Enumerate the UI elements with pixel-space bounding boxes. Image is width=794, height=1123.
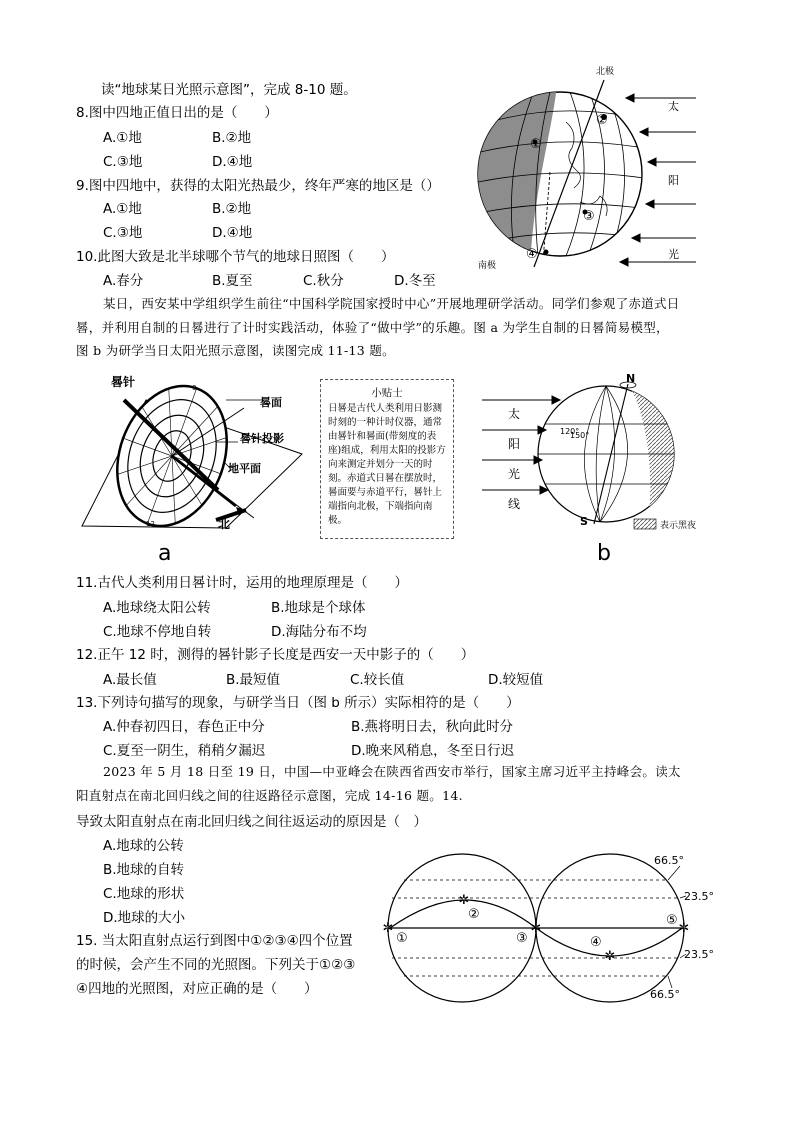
q14-stem: 导致太阳直射点在南北回归线之间往返运动的原因是（ ） — [76, 814, 427, 830]
legend-swatch — [634, 519, 656, 529]
q10-stem: 10.此图大致是北半球哪个节气的地球日照图（ ） — [76, 249, 395, 265]
gnomon-label: 晷针 — [111, 375, 136, 389]
q9-stem: 9.图中四地中，获得的太阳光热最少，终年严寒的地区是（） — [76, 178, 440, 194]
intro-14-16-line1: 2023 年 5 月 18 日至 19 日，中国—中亚峰会在陕西省西安市举行，国家主席习近平主持峰会。读太 — [103, 764, 681, 779]
legend-text: 表示黑夜 — [660, 521, 697, 531]
position-4: ④ — [590, 935, 602, 950]
yang-char: 阳 — [668, 174, 679, 187]
q14-option-b[interactable]: B.地球的自转 — [103, 862, 185, 878]
line-char-b: 线 — [508, 497, 521, 511]
north-pole-label: 北极 — [596, 67, 615, 77]
light-char-b: 光 — [508, 467, 521, 481]
sun-marker-1: ✲ — [382, 921, 394, 936]
light-char: 光 — [668, 248, 679, 261]
intro-11-13-line2: 晷，并利用自制的日晷进行了计时实践活动，体验了“做中学”的乐趣。图 a 为学生自制的日晷简易模型， — [76, 320, 669, 335]
point-4: ④ — [526, 247, 538, 262]
q9-option-c[interactable]: C.③地 — [103, 225, 143, 241]
south-label: S — [580, 515, 588, 528]
point-1: ① — [530, 137, 542, 152]
intro-8-10: 读“地球某日光照示意图”，完成 8-10 题。 — [101, 82, 357, 98]
tip-body: 日晷是古代人类利用日影测时刻的一种计时仪器，通常由晷针和晷面(带刻度的表座)组成，利用太阳的投影方向来测定并划分一天的时刻。赤道式日晷在摆放时，晷面要与赤道平行，晷针上端指向北极，下端指向南极。 — [328, 403, 446, 526]
q15-line3: ④四地的光照图，对应正确的是（ ） — [76, 981, 318, 997]
q14-option-c[interactable]: C.地球的形状 — [103, 886, 185, 902]
q12-option-c[interactable]: C.较长值 — [350, 672, 405, 688]
sun-marker-5: ✲ — [678, 921, 690, 936]
earth-illumination-figure — [470, 62, 700, 274]
sun-char: 太 — [668, 100, 679, 113]
q8-option-c[interactable]: C.③地 — [103, 154, 143, 170]
q9-option-d[interactable]: D.④地 — [212, 225, 253, 241]
sun-marker-2: ✲ — [458, 893, 470, 908]
sun-marker-3: ✲ — [530, 921, 542, 936]
point-3: ③ — [583, 209, 595, 224]
q13-option-d[interactable]: D.晚来风稍息，冬至日行迟 — [351, 743, 515, 759]
q8-option-b[interactable]: B.②地 — [212, 130, 252, 146]
north-arrow-label: 北 — [218, 517, 231, 531]
q11-stem: 11.古代人类利用日晷计时，运用的地理原理是（ ） — [76, 575, 408, 591]
q10-option-c[interactable]: C.秋分 — [303, 273, 344, 289]
q15-line2: 的时候，会产生不同的光照图。下列关于①②③ — [76, 957, 356, 973]
ground-label: 地平面 — [228, 462, 261, 475]
q11-option-a[interactable]: A.地球绕太阳公转 — [103, 600, 211, 616]
tip-title: 小贴士 — [371, 387, 403, 399]
dial-bottom-number: 12 — [146, 520, 155, 528]
q11-option-d[interactable]: D.海陆分布不均 — [271, 624, 367, 640]
q12-option-d[interactable]: D.较短值 — [488, 672, 544, 688]
position-2: ② — [468, 907, 480, 922]
q14-option-d[interactable]: D.地球的大小 — [103, 910, 186, 926]
point-2: ② — [596, 113, 608, 128]
subsolar-point-figure — [380, 848, 720, 1006]
q14-option-a[interactable]: A.地球的公转 — [103, 838, 184, 854]
q15-line1: 15. 当太阳直射点运行到图中①②③④四个位置 — [76, 933, 353, 949]
lat-66-5-south: 66.5° — [650, 988, 680, 1001]
intro-11-13-line3: 图 b 为研学当日太阳光照示意图，读图完成 11-13 题。 — [76, 343, 395, 358]
q12-option-a[interactable]: A.最长值 — [103, 672, 157, 688]
q10-option-a[interactable]: A.春分 — [103, 273, 144, 289]
lat-23-5-north: 23.5° — [684, 890, 714, 903]
q12-option-b[interactable]: B.最短值 — [226, 672, 281, 688]
q13-option-c[interactable]: C.夏至一阴生，稍稍夕漏迟 — [103, 743, 266, 759]
dial-top-number: 0 — [192, 384, 197, 392]
q8-option-d[interactable]: D.④地 — [212, 154, 253, 170]
q8-stem: 8.图中四地正值日出的是（ ） — [76, 105, 278, 121]
position-3: ③ — [516, 931, 528, 946]
figure-a-label: a — [158, 541, 172, 566]
point-4-marker — [544, 250, 549, 255]
intro-14-16-line2: 阳直射点在南北回归线之间的往返路径示意图，完成 14-16 题。14. — [76, 788, 463, 803]
q11-option-b[interactable]: B.地球是个球体 — [271, 600, 366, 616]
lat-23-5-south: 23.5° — [684, 948, 714, 961]
illumination-figure-b — [476, 374, 716, 566]
q9-option-b[interactable]: B.②地 — [212, 201, 252, 217]
figure-b-label: b — [597, 541, 611, 566]
south-pole-label: 南极 — [478, 261, 497, 271]
angle-120: 120° — [560, 427, 580, 436]
q8-option-a[interactable]: A.①地 — [103, 130, 142, 146]
north-label: N — [626, 374, 636, 385]
q11-option-c[interactable]: C.地球不停地自转 — [103, 624, 212, 640]
q12-stem: 12.正午 12 时，测得的晷针影子长度是西安一天中影子的（ ） — [76, 647, 475, 663]
sun-marker-4: ✲ — [604, 949, 616, 964]
q10-option-b[interactable]: B.夏至 — [212, 273, 253, 289]
q10-option-d[interactable]: D.冬至 — [394, 273, 436, 289]
q13-option-a[interactable]: A.仲春初四日，春色正中分 — [103, 719, 265, 735]
dial-label: 晷面 — [260, 396, 282, 409]
q9-option-a[interactable]: A.①地 — [103, 201, 142, 217]
q13-option-b[interactable]: B.燕将明日去，秋向此时分 — [351, 719, 514, 735]
tip-box — [320, 379, 454, 539]
lat-66-5-north: 66.5° — [654, 854, 684, 867]
position-5: ⑤ — [666, 913, 678, 928]
yang-char-b: 阳 — [508, 437, 521, 451]
position-1: ① — [396, 931, 408, 946]
intro-11-13-line1: 某日，西安某中学组织学生前往“中国科学院国家授时中心”开展地理研学活动。同学们参观了赤道式日 — [103, 296, 680, 311]
sun-char-b: 太 — [508, 407, 521, 421]
angle-150: 150° — [570, 431, 590, 440]
sundial-figure-a — [76, 370, 308, 570]
shadow-label: 晷针投影 — [240, 432, 284, 445]
q13-stem: 13.下列诗句描写的现象，与研学当日（图 b 所示）实际相符的是（ ） — [76, 695, 520, 711]
